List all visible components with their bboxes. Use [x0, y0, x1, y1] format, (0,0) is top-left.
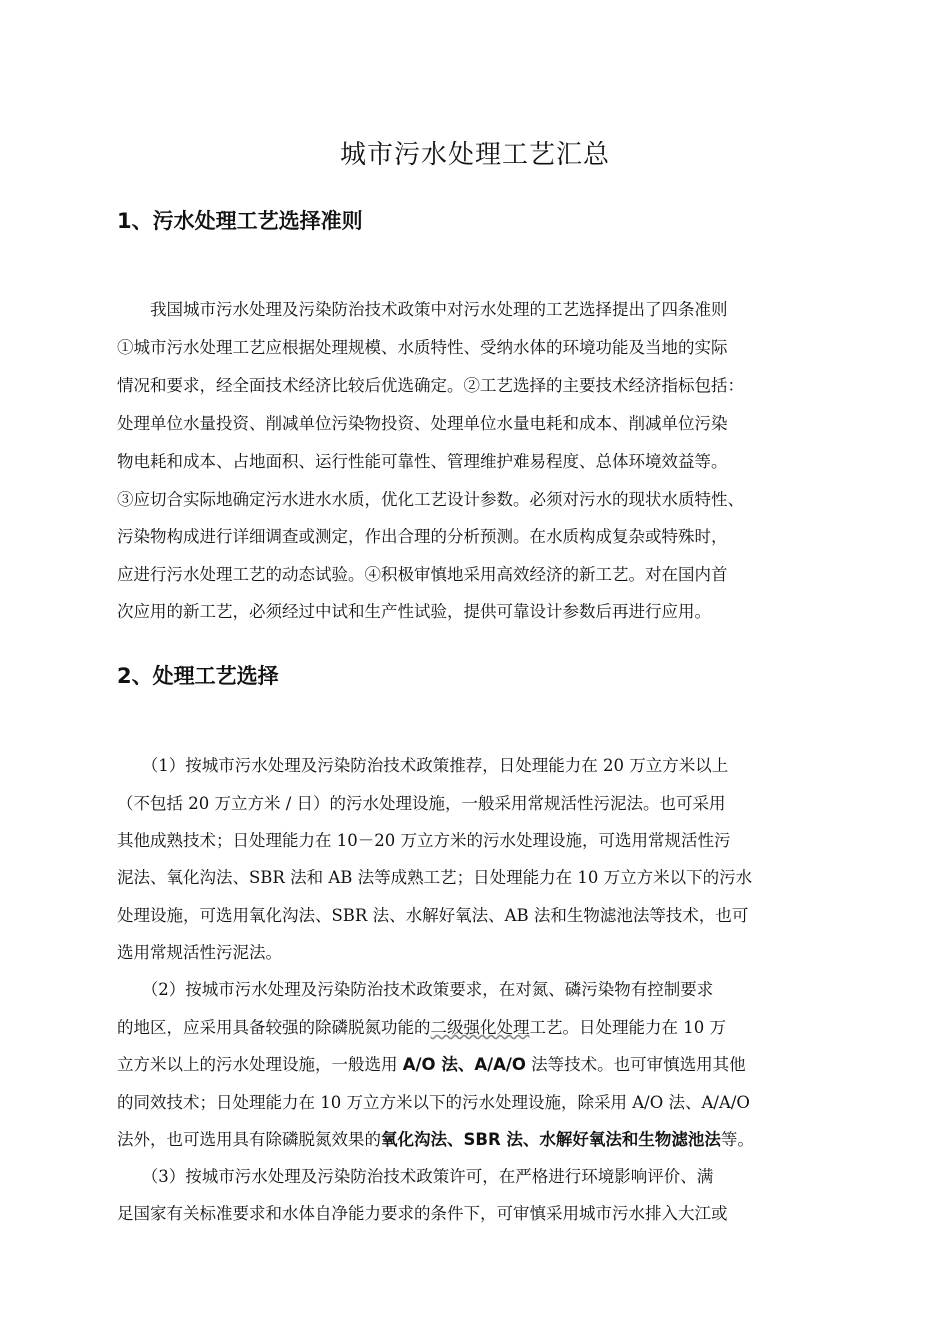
text-run: 立方米以上的污水处理设施，一般选用	[117, 1055, 403, 1074]
paragraph-2-line	[117, 1014, 726, 1038]
text-run: 的地区，应采用具备较强的除磷脱氮功能的	[117, 1018, 431, 1037]
paragraph-1-line: 选用常规活性污泥法。	[117, 943, 282, 962]
paragraph-1-line: （1）按城市污水处理及污染防治技术政策推荐，日处理能力在 20 万立方米以上	[117, 756, 729, 775]
section-1-heading: 1、污水处理工艺选择准则	[117, 209, 363, 233]
text-run: 法外，也可选用具有除磷脱氮效果的	[117, 1130, 381, 1149]
paragraph-2-line	[117, 1126, 754, 1150]
document-title: 城市污水处理工艺汇总	[339, 140, 610, 170]
paragraph-1-line: 其他成熟技术；日处理能力在 10－20 万立方米的污水处理设施，可选用常规活性污	[117, 831, 731, 850]
paragraph-1-line: 处理设施，可选用氧化沟法、SBR 法、水解好氧法、AB 法和生物滤池法等技术，也可	[117, 906, 749, 925]
paragraph-1-line: 泥法、氧化沟法、SBR 法和 AB 法等成熟工艺；日处理能力在 10 万立方米以下的污水	[117, 868, 753, 887]
section-1-line: 我国城市污水处理及污染防治技术政策中对污水处理的工艺选择提出了四条准则	[117, 300, 728, 319]
section-1-line: 污染物构成进行详细调查或测定，作出合理的分析预测。在水质构成复杂或特殊时，	[117, 527, 728, 546]
paragraph-3-line: 足国家有关标准要求和水体自净能力要求的条件下，可审慎采用城市污水排入大江或	[117, 1204, 728, 1223]
underlined-term: 二级强化处理	[430, 1018, 530, 1037]
section-1-line: 次应用的新工艺，必须经过中试和生产性试验，提供可靠设计参数后再进行应用。	[117, 602, 711, 621]
paragraph-2-line: 的同效技术；日处理能力在 10 万立方米以下的污水处理设施，除采用 A/O 法、A/A/O	[117, 1093, 750, 1112]
section-2-heading: 2、处理工艺选择	[117, 664, 279, 688]
section-1-line: ③应切合实际地确定污水进水水质，优化工艺设计参数。必须对污水的现状水质特性、	[117, 490, 744, 509]
bold-term: A/O 法、A/A/O	[402, 1055, 526, 1074]
section-1-line: 情况和要求，经全面技术经济比较后优选确定。②工艺选择的主要技术经济指标包括：	[117, 376, 744, 395]
section-1-line: 物电耗和成本、占地面积、运行性能可靠性、管理维护难易程度、总体环境效益等。	[117, 452, 728, 471]
section-1-line: ①城市污水处理工艺应根据处理规模、水质特性、受纳水体的环境功能及当地的实际	[117, 338, 728, 357]
paragraph-2-line: （2）按城市污水处理及污染防治技术政策要求，在对氮、磷污染物有控制要求	[117, 980, 714, 999]
section-1-line: 应进行污水处理工艺的动态试验。④积极审慎地采用高效经济的新工艺。对在国内首	[117, 565, 728, 584]
section-1-line: 处理单位水量投资、削减单位污染物投资、处理单位水量电耗和成本、削减单位污染	[117, 414, 728, 433]
text-run: 法等技术。也可审慎选用其他	[525, 1055, 746, 1074]
bold-term: 氧化沟法、SBR 法、水解好氧法和生物滤池法	[381, 1130, 721, 1149]
text-run: 等。	[720, 1130, 754, 1149]
text-run: 工艺。日处理能力在 10 万	[529, 1018, 726, 1037]
paragraph-1-line: （不包括 20 万立方米 / 日）的污水处理设施，一般采用常规活性污泥法。也可采用	[117, 794, 726, 813]
paragraph-3-line: （3）按城市污水处理及污染防治技术政策许可，在严格进行环境影响评价、满	[117, 1167, 714, 1186]
paragraph-2-line	[117, 1051, 746, 1075]
